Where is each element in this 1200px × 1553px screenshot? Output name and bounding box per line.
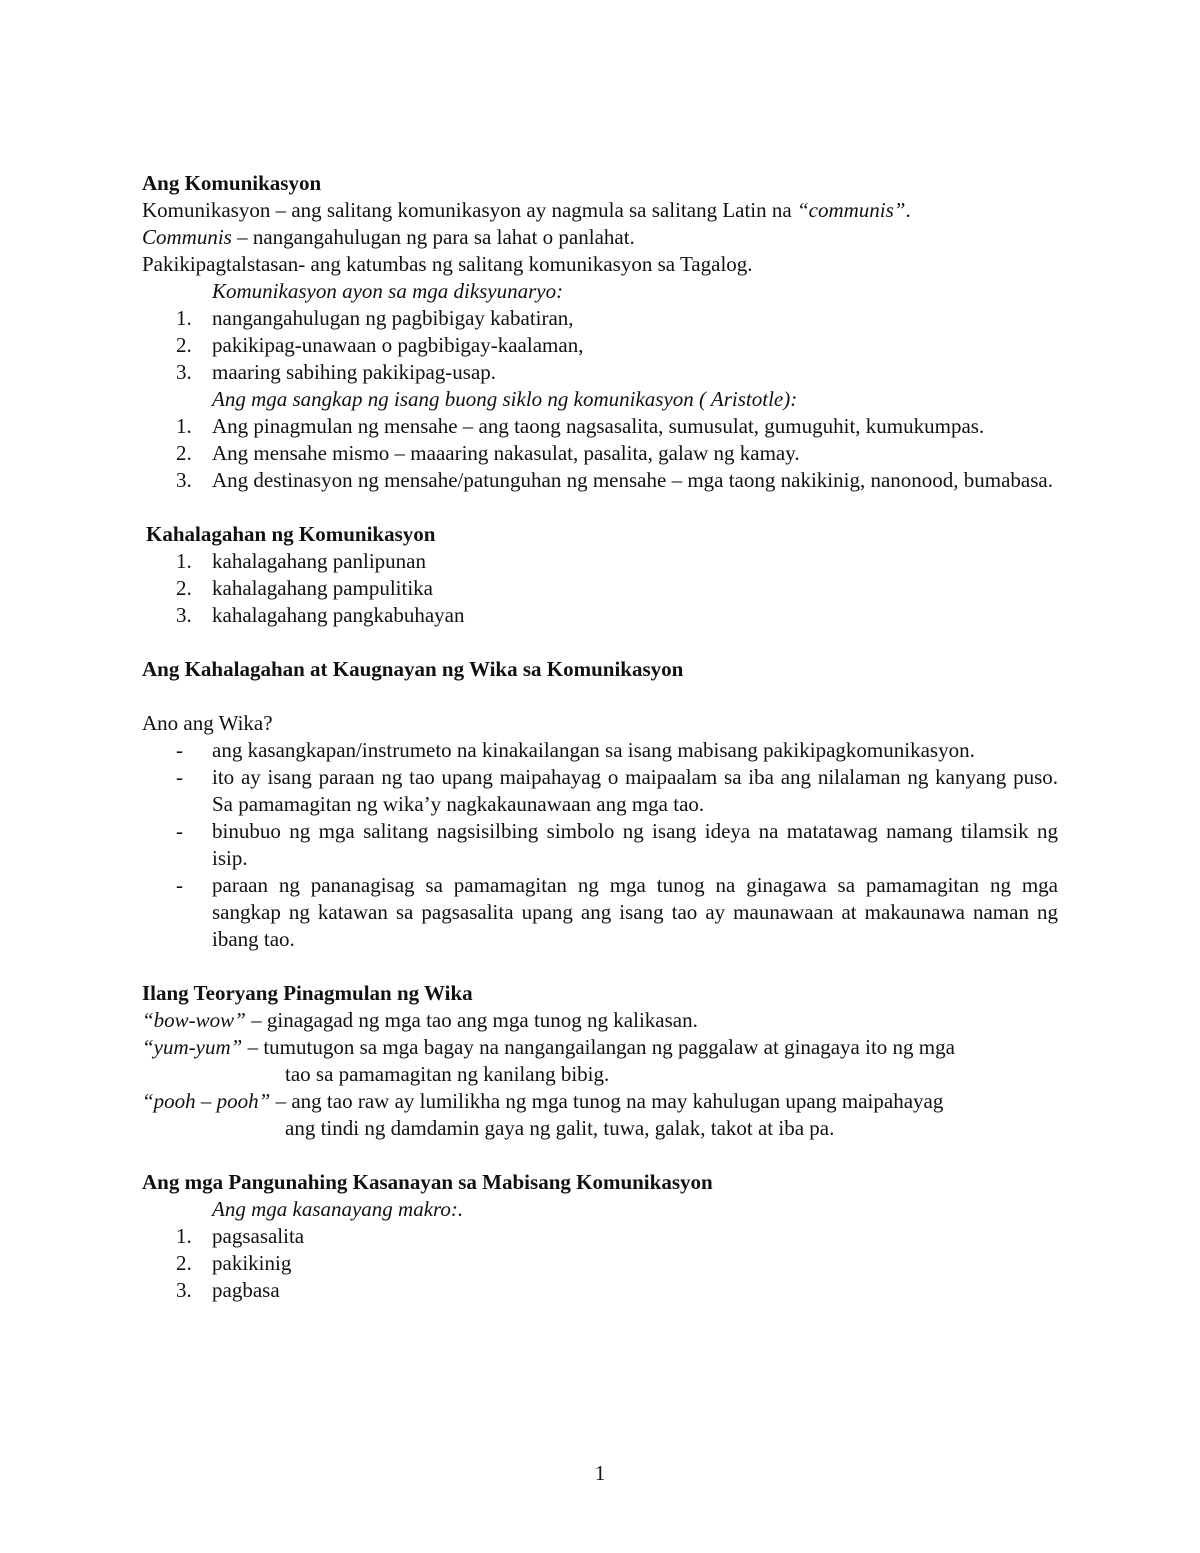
list-item	[142, 872, 1058, 953]
definition-pakikipagtalastasan: Pakikipagtalstasan- ang katumbas ng salitang komunikasyon sa Tagalog.	[142, 252, 753, 276]
list-makro	[142, 1223, 1058, 1304]
list-text: pagbasa	[212, 1278, 280, 1302]
list-item	[142, 467, 1058, 494]
list-item	[142, 575, 1058, 602]
definition-text: Komunikasyon – ang salitang komunikasyon ay nagmula sa salitang Latin na	[142, 198, 797, 222]
theory-pooh-pooh-continued: ang tindi ng damdamin gaya ng galit, tuwa, galak, takot at iba pa.	[285, 1116, 835, 1140]
list-number: 3.	[176, 468, 192, 492]
term-communis: “communis”	[796, 198, 906, 222]
list-diksyunaryo	[142, 305, 1058, 386]
heading-kasanayan: Ang mga Pangunahing Kasanayan sa Mabisang Komunikasyon	[142, 1170, 713, 1194]
list-item	[142, 548, 1058, 575]
subheading-sangkap: Ang mga sangkap ng isang buong siklo ng komunikasyon ( Aristotle):	[212, 387, 798, 411]
list-kahalagahan	[142, 548, 1058, 629]
list-number: 3.	[176, 603, 192, 627]
list-number: 2.	[176, 441, 192, 465]
theory-definition: – ginagagad ng mga tao ang mga tunog ng kalikasan.	[245, 1008, 698, 1032]
spacer	[142, 1142, 1058, 1169]
spacer	[142, 683, 1058, 710]
list-dash: -	[176, 765, 183, 789]
list-text: Ang pinagmulan ng mensahe – ang taong nagsasalita, sumusulat, gumuguhit, kumukumpas.	[212, 414, 985, 438]
list-number: 1.	[176, 414, 192, 438]
list-item	[142, 737, 1058, 764]
list-text: maaring sabihing pakikipag-usap.	[212, 360, 497, 384]
list-text: ito ay isang paraan ng tao upang maipahayag o maipaalam sa iba ang nilalaman ng kanyang puso. Sa pamamagitan ng wika’y nagkakaunawaan ang mga tao.	[212, 765, 1058, 816]
list-text: paraan ng pananagisag sa pamamagitan ng mga tunog na ginagawa sa pamamagitan ng mga sangkap ng katawan sa pagsasalita upang ang isang tao ay maunawaan at makaunawa naman ng ibang tao.	[212, 873, 1058, 951]
list-dash: -	[176, 873, 183, 897]
list-text: pagsasalita	[212, 1224, 305, 1248]
list-number: 3.	[176, 360, 192, 384]
list-item	[142, 764, 1058, 818]
list-number: 1.	[176, 1224, 192, 1248]
heading-ang-komunikasyon: Ang Komunikasyon	[142, 171, 322, 195]
list-text: binubuo ng mga salitang nagsisilbing simbolo ng isang ideya na matatawag namang tilamsik ng isip.	[212, 819, 1058, 870]
theory-term: “yum-yum”	[142, 1035, 243, 1059]
list-sangkap	[142, 413, 1058, 494]
list-number: 2.	[176, 333, 192, 357]
heading-teorya: Ilang Teoryang Pinagmulan ng Wika	[142, 981, 473, 1005]
heading-kahalagahan: Kahalagahan ng Komunikasyon	[146, 522, 436, 546]
list-item	[142, 602, 1058, 629]
list-text: Ang destinasyon ng mensahe/patunguhan ng mensahe – mga taong nakikinig, nanonood, bumabasa.	[212, 468, 1053, 492]
theory-definition: – ang tao raw ay lumilikha ng mga tunog na may kahulugan upang maipahayag	[270, 1089, 944, 1113]
list-item	[142, 1223, 1058, 1250]
page-number: 1	[594, 1461, 606, 1485]
spacer	[142, 494, 1058, 521]
list-item	[142, 818, 1058, 872]
theory-yum-yum-continued: tao sa pamamagitan ng kanilang bibig.	[285, 1062, 610, 1086]
list-text: pakikinig	[212, 1251, 292, 1275]
document-page	[142, 170, 1058, 1304]
definition-text: – nangangahulugan ng para sa lahat o panlahat.	[231, 225, 635, 249]
list-item	[142, 1277, 1058, 1304]
list-number: 1.	[176, 549, 192, 573]
term-communis-italic: Communis	[142, 225, 232, 249]
subheading-makro: Ang mga kasanayang makro:.	[212, 1197, 464, 1221]
spacer	[142, 629, 1058, 656]
question-ano-ang-wika: Ano ang Wika?	[142, 711, 273, 735]
period: .	[905, 198, 911, 222]
list-text: nangangahulugan ng pagbibigay kabatiran,	[212, 306, 574, 330]
list-item	[142, 359, 1058, 386]
list-text: Ang mensahe mismo – maaaring nakasulat, pasalita, galaw ng kamay.	[212, 441, 800, 465]
definition-komunikasyon	[142, 197, 1058, 224]
definition-communis	[142, 224, 1058, 251]
list-dash: -	[176, 819, 183, 843]
theory-term: “bow-wow”	[142, 1008, 246, 1032]
list-number: 2.	[176, 576, 192, 600]
list-wika	[142, 737, 1058, 953]
list-item	[142, 440, 1058, 467]
theory-definition: – tumutugon sa mga bagay na nangangailangan ng paggalaw at ginagaya ito ng mga	[242, 1035, 955, 1059]
list-text: kahalagahang pangkabuhayan	[212, 603, 465, 627]
list-text: kahalagahang pampulitika	[212, 576, 434, 600]
list-item	[142, 1250, 1058, 1277]
theory-bow-wow	[142, 1007, 1058, 1034]
list-number: 3.	[176, 1278, 192, 1302]
theory-term: “pooh – pooh”	[142, 1089, 271, 1113]
list-dash: -	[176, 738, 183, 762]
list-item	[142, 413, 1058, 440]
list-item	[142, 305, 1058, 332]
list-text: kahalagahang panlipunan	[212, 549, 426, 573]
list-text: pakikipag-unawaan o pagbibigay-kaalaman,	[212, 333, 584, 357]
list-item	[142, 332, 1058, 359]
subheading-diksyunaryo: Komunikasyon ayon sa mga diksyunaryo:	[212, 279, 564, 303]
list-text: ang kasangkapan/instrumeto na kinakailangan sa isang mabisang pakikipagkomunikasyon.	[212, 738, 975, 762]
heading-kahalagahan-wika: Ang Kahalagahan at Kaugnayan ng Wika sa Komunikasyon	[142, 657, 684, 681]
list-number: 2.	[176, 1251, 192, 1275]
spacer	[142, 953, 1058, 980]
theory-yum-yum	[142, 1034, 1058, 1061]
theory-pooh-pooh	[142, 1088, 1058, 1115]
list-number: 1.	[176, 306, 192, 330]
